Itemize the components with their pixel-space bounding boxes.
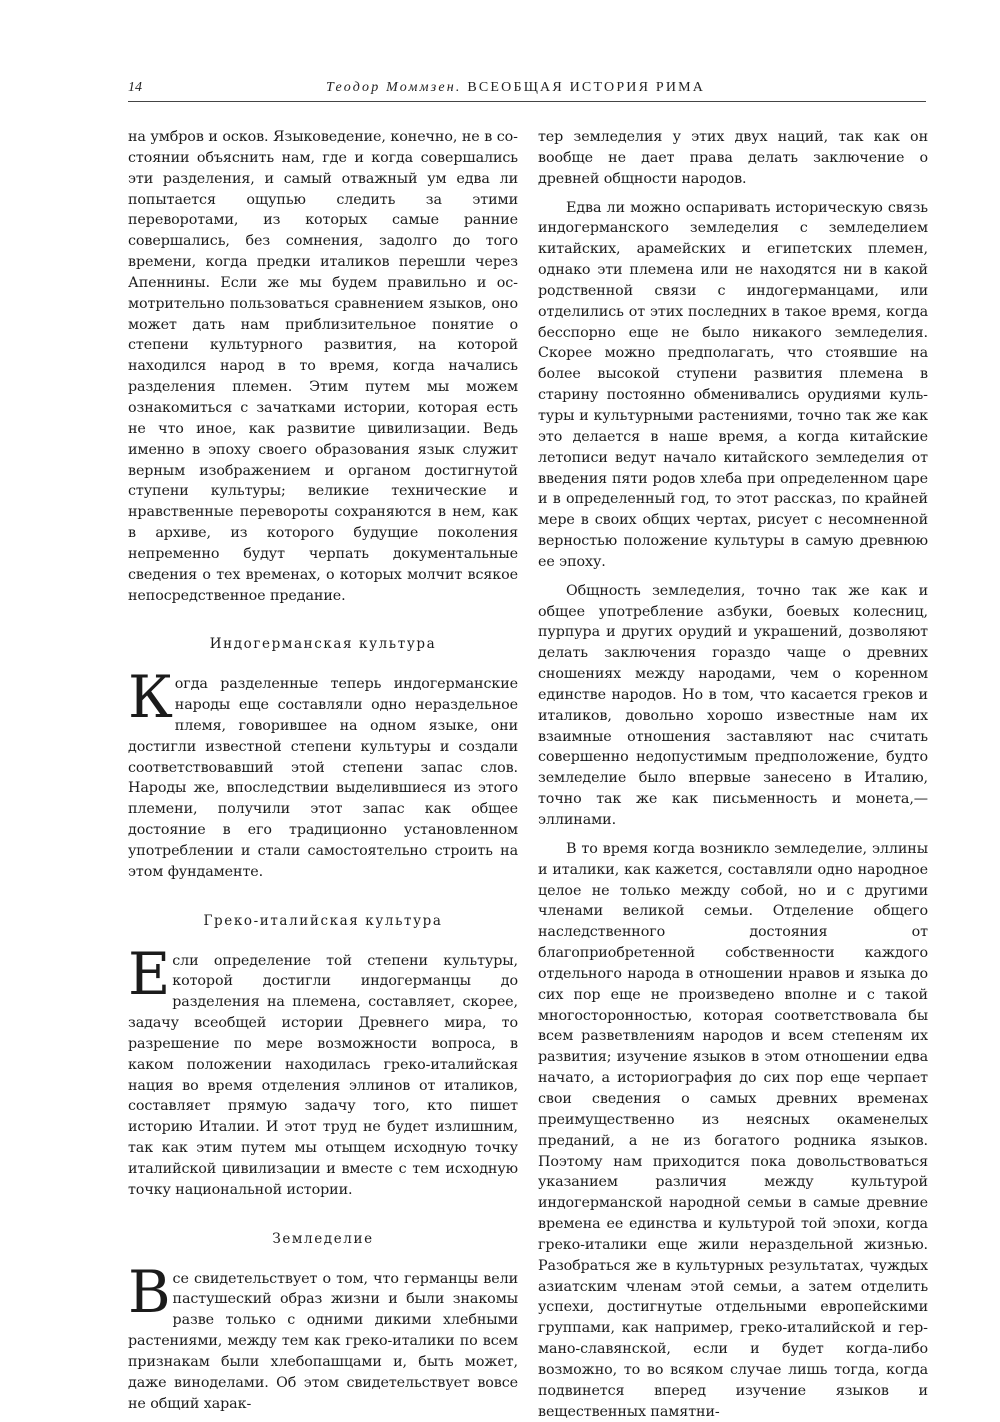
section-text: огда разделенные теперь индогерманские народы еще составляли одно нераздельное племя, говорившее на одном языке, они достигли известной степени культуры и создали соответствовавший этой степени запас слов. Народы же, впоследствии выделившиеся из этого племени, получили этот запас как общее достояние в его традиционно установленном употреблении и стали самостоятельно строить на этом фундаменте. [128, 676, 518, 880]
body-paragraph: на умбров и осков. Языковедение, конечно, не в состоянии объяснить нам, где и когда совершались эти разделения, и самый отважный ум едва ли попытается ощупью следить за этими переворотами, из которых самые ранние совершались, без сомнения, задолго до того времени, когда предки италиков перешли через Апеннины. Если же мы будем правильно и осмотрительно пользоваться сравнением языков, оно может дать нам приблизительное понятие о степени культурного развития, на которой находился народ в то время, когда начались разделения племен. Этим путем мы можем ознакомиться с зачатками истории, которая есть не что иное, как развитие цивилизации. Ведь именно в эпоху своего образования язык служит верным изображением и органом достигнутой ступени культуры; великие технические и нравственные перевороты сохраняются в нем, как в архиве, из которого будущие поколения непременно будут черпать документальные сведения о тех временах, о которых молчит всякое непосредственное предание. [128, 129, 518, 604]
section-paragraph-agriculture [128, 1257, 518, 1415]
running-header [128, 80, 926, 98]
body-paragraph: Общность земледелия, точно так же как и общее употребление азбуки, боевых колесниц, пурпура и других орудий и украшений, дозволяют делать заключения гораздо чаще о древних сношениях между народами, чем о коренном единстве народов. Но в том, что касается греков и италиков, довольно хорошо известные нам их взаимные отношения заставляют нас считать совершенно недопустимым предположение, будто земледелие было впервые занесено в Италию, точно так же как письменность и монета,— эллинами. [538, 582, 928, 828]
body-paragraph: Едва ли можно оспаривать историческую связь индогерманского земледелия с земледелием китайских, арамейских и египетских племен, однако эти племена или не находятся ни в какой родственной связи с индогерманцами, или отделились от этих последних в такое время, когда бесспорно еще не было никакого земледелия. Скорее можно предполагать, что стоявшие на более высокой ступени развития племена в старину постоянно обменивались орудиями культуры и культурными растениями, точно так же как это делается в наше время, а когда китайские летописи ведут начало китайского земледелия от введения пяти родов хлеба при определенном царе и в определенный год, то этот рассказ, по крайней мере в своих общих чертах, рисует с несомненной верностью положение культуры в самую древнюю ее эпоху. [538, 199, 928, 570]
section-heading-agriculture: Земледелие [272, 1230, 374, 1247]
running-title-author: Теодор Моммзен. [326, 80, 462, 95]
body-paragraph: В то время когда возникло земледелие, эллины и италики, как кажется, составляли одно народное целое не только между собой, но и с другими членами великой семьи. Отделение общего наследственного достояния от благоприобретенной собственности каждого отдельного народа в отношении нравов и языка до сих пор еще не произведено вполне и с такой многосторонностью, которая соответствовала бы всем разветвлениям народов и всем степеням их развития; изучение языков в этом отношении едва начато, а историография до сих пор еще черпает свои сведения о самых древних временах преимущественно из неясных окаменелых преданий, а не из богатого родника языков. Поэтому нам приходится пока довольствоваться указанием различия между культурой индогерманской народной семьи в самые древние времена ее единства и культурой той эпохи, когда греко-италики еще жили нераздельной жизнью. Разобраться же в культурных результатах, чуждых азиатским членам этой семьи, а затем отделить успехи, достигнутые отдельными европейскими группами, как например, греко-италийской и германо-славянской, если и будет когда-либо возможно, то во всяком случае лишь тогда, когда подвинется вперед изучение языков и вещественных памятни- [538, 840, 928, 1420]
left-column [128, 127, 518, 1414]
section-text: се свидетельствует о том, что германцы вели пастушеский образ жизни и были знакомы разве только с одними дикими хлебными растениями, между тем как греко-италики по всем признакам были хлебопашцами и, быть может, даже виноделами. Об этом свидетельствует вовсе не общий харак- [128, 1270, 518, 1412]
running-title-book: ВСЕОБЩАЯ ИСТОРИЯ РИМА [467, 80, 706, 95]
section-paragraph-indo-european [128, 663, 518, 882]
header-rule [128, 101, 926, 102]
body-paragraph: тер земледелия у этих двух наций, так как он вообще не дает права делать заключение о древней общности народов. [538, 129, 928, 187]
running-title [326, 80, 705, 96]
section-paragraph-greco-italic [128, 939, 518, 1201]
drop-cap: К [128, 663, 173, 732]
section-text: сли определение той степени культуры, которой достигли индогерманцы до разделения на племена, составляет, скорее, задачу всеобщей истории Древнего мира, то разрешение по мере возможности вопроса, в каком положении находилась греко-италийская нация во время отделения эллинов от италиков, составляет прямую задачу того, кто пишет историю Италии. И этот труд не будет излишним, так как этим путем мы отыщем исходную точку италийской цивилизации и вместе с тем исходную точку национальной истории. [128, 952, 518, 1198]
section-heading-indo-european: Индогерманская культура [209, 636, 437, 653]
right-column [538, 127, 928, 1422]
drop-cap: Е [128, 939, 171, 1008]
page-number: 14 [128, 80, 142, 95]
drop-cap: В [128, 1257, 171, 1326]
section-heading-greco-italic: Греко-италийская культура [203, 912, 443, 929]
